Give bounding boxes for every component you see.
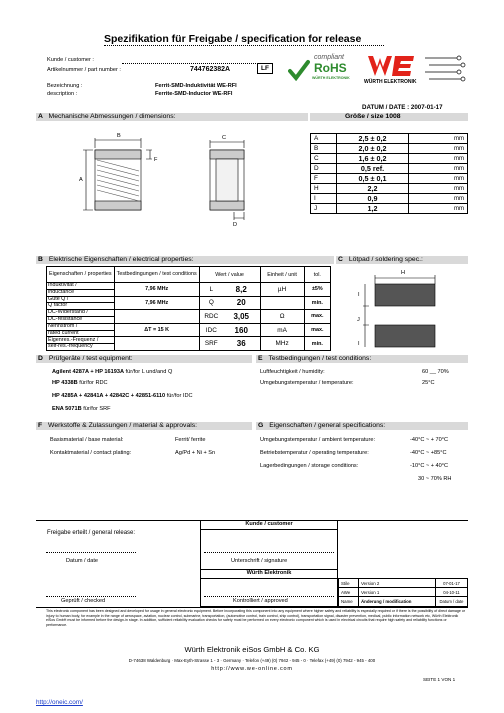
section-b-header xyxy=(38,256,194,263)
equipment-line-2: HP 4338B für/for RDC xyxy=(52,380,108,386)
property-en: DC-resistance xyxy=(48,315,83,322)
dimension-key: C xyxy=(311,154,337,164)
circuit-lines-icon xyxy=(423,53,467,85)
solder-pad-drawing xyxy=(355,270,455,350)
description-value: Ferrite-SMD-Inductor WE-RFI xyxy=(155,91,233,97)
page-number: SEITE 1 VON 1 xyxy=(423,677,456,682)
temperature-label: Umgebungstemperatur / temperature: xyxy=(260,380,354,386)
symbol: IDC xyxy=(199,323,223,337)
dimension-row xyxy=(311,134,468,144)
section-f-title: Werkstoffe & Zulassungen / material & approvals: xyxy=(48,422,198,429)
section-e-letter: E xyxy=(258,355,263,362)
property-cell xyxy=(47,323,115,337)
dimension-unit: mm xyxy=(409,194,468,204)
rohs-check-icon xyxy=(288,59,310,81)
artikel-label: Artikelnummer / part number : xyxy=(47,67,121,73)
humidity-label: Luftfeuchtigkeit / humidity: xyxy=(260,369,325,375)
revision-date: Datum / date xyxy=(436,597,468,606)
title-underline xyxy=(104,45,384,46)
property-cell xyxy=(47,337,115,351)
release-label: Freigabe erteilt / general release: xyxy=(47,530,136,536)
ambient-temp-label: Umgebungstemperatur / ambient temperature: xyxy=(260,437,376,443)
source-url[interactable]: http://oneic.com/ xyxy=(36,699,83,706)
section-d-letter: D xyxy=(38,355,43,362)
pad-label-j: J xyxy=(357,317,360,323)
revision-name: Stile xyxy=(339,579,359,588)
dimension-row xyxy=(311,144,468,154)
dim-label-c: C xyxy=(222,135,227,141)
section-g-letter: G xyxy=(258,422,264,429)
col-unit: Einheit / unit xyxy=(260,267,304,283)
dim-label-d: D xyxy=(233,222,238,228)
revision-date: 04-10-11 xyxy=(436,588,468,597)
section-g-header xyxy=(258,422,385,429)
base-material-label: Basismaterial / base material: xyxy=(50,437,124,443)
dimension-unit: mm xyxy=(409,164,468,174)
bezeichnung-value: Ferrit-SMD-Induktivität WE-RFI xyxy=(155,83,237,89)
footer-address: D-74638 Waldenburg · Max-Eyth-Strasse 1 - 3 · Germany · Telefon (+49) (0) 7942 - 945 - 0 · Telefax (+49) (0) 7942 - 945 - 400 xyxy=(128,658,376,663)
symbol: SRF xyxy=(199,337,223,351)
footer-company: Würth Elektronik eiSos GmbH & Co. KG xyxy=(184,645,320,654)
unit: mA xyxy=(260,323,304,337)
mechanical-drawing xyxy=(70,130,260,230)
dimension-key: F xyxy=(311,174,337,184)
size-label: Größe / size 1008 xyxy=(345,113,401,120)
dimension-row xyxy=(311,204,468,214)
unit: µH xyxy=(260,283,304,297)
rohs-text: RoHS xyxy=(314,61,347,75)
operating-temp-value: -40°C ~ +85°C xyxy=(410,450,447,456)
dimension-value: 0,5 ref. xyxy=(337,164,409,174)
rohs-compliant: compliant xyxy=(314,54,344,61)
kunde-field xyxy=(122,63,272,64)
value: 160 xyxy=(223,323,260,337)
section-c-letter: C xyxy=(338,256,343,263)
value: 3,05 xyxy=(223,310,260,324)
kunde-box-title-rule xyxy=(200,529,338,530)
symbol: Q xyxy=(199,296,223,310)
we-box-title-rule xyxy=(200,578,338,579)
revision-row xyxy=(339,579,468,588)
dimension-unit: mm xyxy=(409,184,468,194)
bezeichnung-label: Bezeichnung : xyxy=(47,83,83,89)
dimension-key: A xyxy=(311,134,337,144)
checked-label: Geprüft / checked xyxy=(61,598,106,604)
property-en: Q factor xyxy=(48,302,68,309)
disclaimer: This electronic component has been designed and developed for usage in general electronic equipment. Before incorporating this component into any equipment where higher safety and reliability is especially required or if there is the possibility of direct damage or injury to human body, for example in the range of aerospace, aviation, nuclear control, submarine, transportation, (automotive control, train control, ship control), transportation signal, disaster prevention, medical, public information network etc, Würth Elektronik eiSos GmbH must be informed before the design-in stage. In addition, sufficient reliability evaluation checks for safety must be performed on every electronic component which is used in electrical circuits that require high safety and reliability functions or performance. xyxy=(46,609,466,628)
dim-label-b: B xyxy=(117,133,121,139)
dimensions-table xyxy=(310,133,468,214)
base-material-value: Ferrit/ ferrite xyxy=(175,437,206,443)
electrical-row xyxy=(47,310,331,324)
test-condition: 7,96 MHz xyxy=(114,283,199,297)
contact-plating-label: Kontaktmaterial / contact plating: xyxy=(50,450,132,456)
dimension-unit: mm xyxy=(409,204,468,214)
pad-label-h: H xyxy=(401,270,406,276)
approved-line xyxy=(204,596,334,597)
tolerance: min. xyxy=(304,337,330,351)
electrical-row xyxy=(47,283,331,297)
revision-modification: Version 1 xyxy=(359,588,436,597)
dimension-row xyxy=(311,194,468,204)
section-c-header xyxy=(338,256,423,263)
electrical-row xyxy=(47,296,331,310)
temperature-value: 25°C xyxy=(422,380,435,386)
property-cell xyxy=(47,310,115,324)
we-text: WÜRTH ELEKTRONIK xyxy=(364,79,417,85)
rohs-logo xyxy=(288,54,358,84)
section-g-title: Eigenschaften / general specifications: xyxy=(269,422,386,429)
property-de: DC-Widerstand / xyxy=(47,310,114,317)
property-cell xyxy=(47,296,115,310)
section-c-title: Lötpad / soldering spec.: xyxy=(348,256,423,263)
test-condition: ΔT = 15 K xyxy=(114,323,199,337)
electrical-row xyxy=(47,337,331,351)
value: 8,2 xyxy=(223,283,260,297)
test-condition xyxy=(114,310,199,324)
revision-modification: Änderung / modification xyxy=(359,597,436,606)
tolerance: min. xyxy=(304,296,330,310)
dimension-value: 1,2 xyxy=(337,204,409,214)
footer-website[interactable]: http://www.we-online.com xyxy=(211,666,293,672)
signature-label: Unterschrift / signature xyxy=(231,558,288,564)
storage-label: Lagerbedingungen / storage conditions: xyxy=(260,463,359,469)
storage-humidity-value: 30 ~ 70% RH xyxy=(418,476,452,482)
property-de: Induktivität / xyxy=(47,283,114,290)
col-properties: Eigenschaften / properties xyxy=(47,267,115,283)
datum-label: Datum / date xyxy=(66,558,99,564)
we-mark-icon xyxy=(366,54,416,78)
we-box-title: Würth Elektronik xyxy=(246,570,292,576)
approved-label: Kontrolliert / approved xyxy=(233,598,288,604)
revision-modification: Version 2 xyxy=(359,579,436,588)
unit xyxy=(260,296,304,310)
value: 20 xyxy=(223,296,260,310)
contact-plating-value: Ag/Pd + Ni + Sn xyxy=(175,450,216,456)
dimension-row xyxy=(311,184,468,194)
section-a-header xyxy=(38,113,176,120)
section-a-title: Mechanische Abmessungen / dimensions: xyxy=(48,113,176,120)
revision-table xyxy=(338,578,468,607)
dimension-unit: mm xyxy=(409,154,468,164)
value: 36 xyxy=(223,337,260,351)
section-b-title: Elektrische Eigenschaften / electrical properties: xyxy=(48,256,194,263)
electrical-table xyxy=(46,266,331,351)
dimension-key: B xyxy=(311,144,337,154)
electrical-row xyxy=(47,323,331,337)
datum-line xyxy=(46,552,136,553)
lf-badge: LF xyxy=(257,63,273,74)
dimension-key: J xyxy=(311,204,337,214)
col-tol: tol. xyxy=(304,267,330,283)
section-d-header xyxy=(38,355,133,362)
dimension-row xyxy=(311,154,468,164)
test-condition xyxy=(114,337,199,351)
kunde-label: Kunde / customer : xyxy=(47,57,94,63)
dimension-value: 1,6 ± 0,2 xyxy=(337,154,409,164)
revision-name: AWe xyxy=(339,588,359,597)
revision-date: 07-01-17 xyxy=(436,579,468,588)
dimension-row xyxy=(311,164,468,174)
section-a-letter: A xyxy=(38,113,43,120)
equipment-line-1: Agilent 4287A + HP 16193A für/for L und/and Q xyxy=(52,369,173,375)
dimension-key: H xyxy=(311,184,337,194)
symbol: RDC xyxy=(199,310,223,324)
approval-bottom-rule xyxy=(36,607,468,608)
checked-line xyxy=(46,596,136,597)
dimension-value: 2,2 xyxy=(337,184,409,194)
dimension-value: 0,9 xyxy=(337,194,409,204)
dimension-row xyxy=(311,174,468,184)
revision-row xyxy=(339,588,468,597)
dimension-unit: mm xyxy=(409,134,468,144)
test-condition: 7,96 MHz xyxy=(114,296,199,310)
property-en: inductance xyxy=(48,288,75,295)
symbol: L xyxy=(199,283,223,297)
property-en: self-res.-frequency xyxy=(48,343,93,350)
property-de: Güte Q / xyxy=(47,297,114,304)
spec-title: Spezifikation für Freigabe / specification for release xyxy=(104,33,362,45)
kunde-box-title: Kunde / customer xyxy=(245,521,293,527)
dimension-key: I xyxy=(311,194,337,204)
tolerance: max. xyxy=(304,323,330,337)
dimension-key: D xyxy=(311,164,337,174)
tolerance: ±5% xyxy=(304,283,330,297)
we-logo xyxy=(366,54,420,86)
pad-label-i-top: I xyxy=(358,292,360,298)
tolerance: max. xyxy=(304,310,330,324)
property-en: rated current xyxy=(48,329,79,336)
signature-line xyxy=(204,552,334,553)
ambient-temp-value: -40°C ~ + 70°C xyxy=(410,437,449,443)
pad-label-i-bottom: I xyxy=(358,341,360,347)
storage-value: -10°C ~ + 40°C xyxy=(410,463,449,469)
rohs-sub: WÜRTH ELEKTRONIK xyxy=(312,76,350,80)
dim-label-f: F xyxy=(154,157,158,163)
dim-label-a: A xyxy=(79,177,83,183)
section-f-letter: F xyxy=(38,422,43,429)
dimension-value: 2,5 ± 0,2 xyxy=(337,134,409,144)
unit: Ω xyxy=(260,310,304,324)
dimension-value: 2,0 ± 0,2 xyxy=(337,144,409,154)
dimension-unit: mm xyxy=(409,174,468,184)
equipment-line-4: ENA 5071B für/for SRF xyxy=(52,406,111,412)
section-e-header xyxy=(258,355,371,362)
revision-row xyxy=(339,597,468,606)
description-label: description : xyxy=(47,91,78,97)
dimension-value: 0,5 ± 0,1 xyxy=(337,174,409,184)
section-f-header xyxy=(38,422,197,429)
unit: MHz xyxy=(260,337,304,351)
humidity-value: 60 __ 70% xyxy=(422,369,449,375)
col-conditions: Testbedingungen / test conditions xyxy=(114,267,199,283)
section-e-title: Testbedingungen / test conditions: xyxy=(268,355,372,362)
property-de: Nennstrom / xyxy=(47,324,114,331)
equipment-line-3: HP 4285A + 42841A + 42842C + 42851-6110 für/for IDC xyxy=(52,393,193,399)
property-de: Eigenres.-Frequenz / xyxy=(47,338,114,345)
operating-temp-label: Betriebstemperatur / operating temperature: xyxy=(260,450,369,456)
revision-name: Name xyxy=(339,597,359,606)
dimension-unit: mm xyxy=(409,144,468,154)
property-cell xyxy=(47,283,115,297)
section-d-title: Prüfgeräte / test equipment: xyxy=(48,355,133,362)
part-number: 744762382A xyxy=(190,66,231,73)
col-value: Wert / value xyxy=(199,267,260,283)
section-b-letter: B xyxy=(38,256,43,263)
date-label: DATUM / DATE : 2007-01-17 xyxy=(362,104,443,111)
